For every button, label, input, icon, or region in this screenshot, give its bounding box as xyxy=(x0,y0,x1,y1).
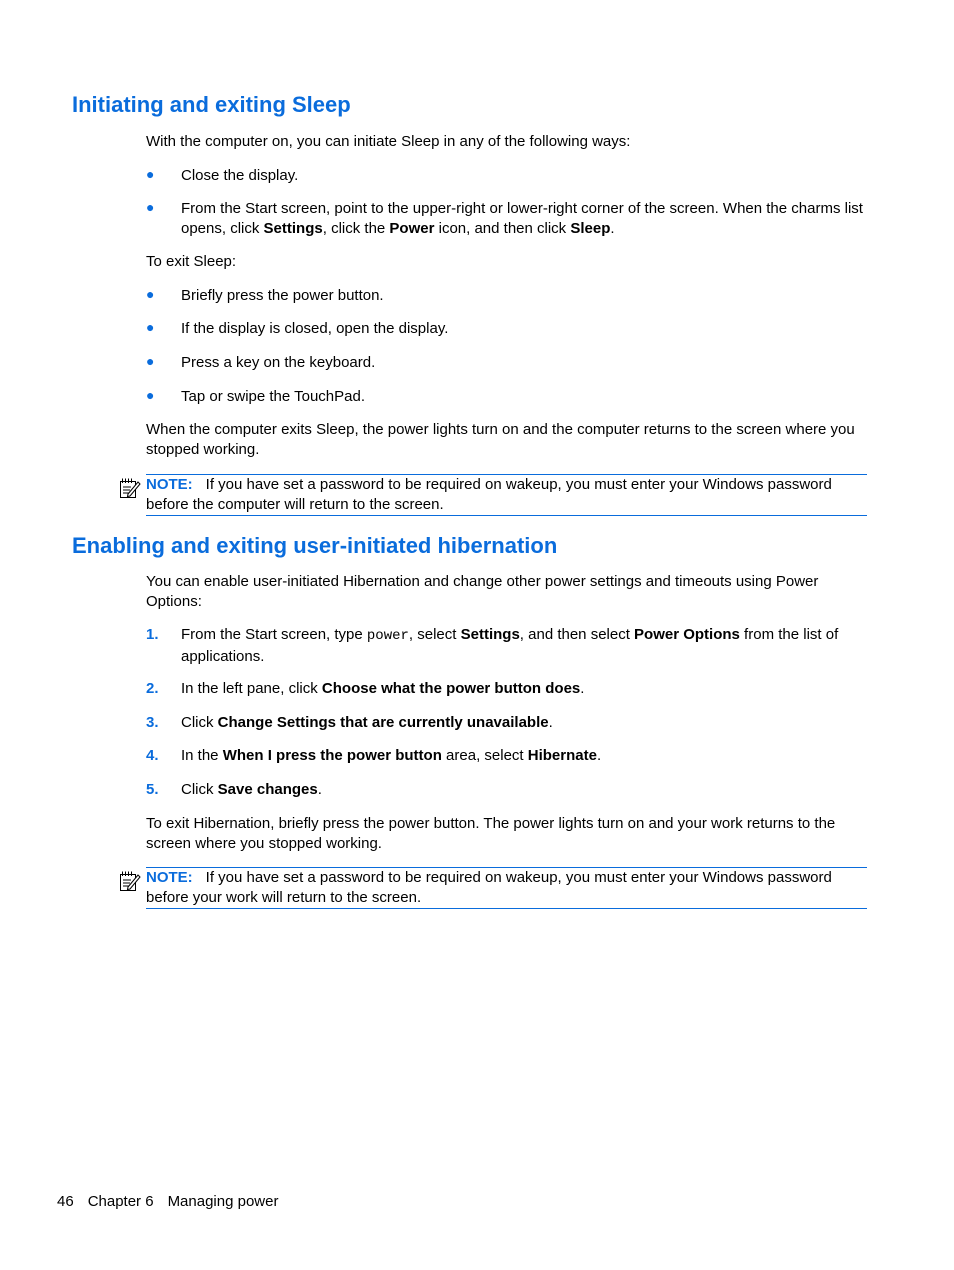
note-box xyxy=(146,867,867,909)
note-text: If you have set a password to be required on wakeup, you must enter your Windows password before your work will return to the screen. xyxy=(146,869,832,906)
list-item-text: Close the display. xyxy=(181,167,299,184)
chapter-title: Managing power xyxy=(167,1193,279,1210)
list-item xyxy=(146,199,871,239)
list-item-text: From the Start screen, point to the upper-right or lower-right corner of the screen. When the charms list opens, click Settings, click the Power icon, and then click Sleep. xyxy=(181,200,863,237)
note-label: NOTE: xyxy=(146,476,193,493)
bullet-icon: ● xyxy=(146,319,155,335)
step-number: 5. xyxy=(146,781,159,798)
page-number: 46 xyxy=(57,1193,74,1210)
hibernation-exit-description: To exit Hibernation, briefly press the power button. The power lights turn on and your work returns to the screen where you stopped working. xyxy=(146,815,836,852)
page-footer xyxy=(57,1192,292,1211)
chapter-label: Chapter 6 xyxy=(87,1193,154,1210)
bullet-icon: ● xyxy=(146,199,155,215)
bullet-icon: ● xyxy=(146,166,155,182)
list-item-text: In the When I press the power button area, select Hibernate. xyxy=(181,747,602,764)
note-box xyxy=(146,474,867,516)
step-number: 2. xyxy=(146,680,159,697)
list-item-text: Tap or swipe the TouchPad. xyxy=(181,388,366,405)
section-heading-hibernation: Enabling and exiting user-initiated hibernation xyxy=(72,533,558,558)
note-pad-icon xyxy=(119,477,141,499)
list-item-text: If the display is closed, open the display. xyxy=(181,320,449,337)
bullet-icon: ● xyxy=(146,286,155,302)
step-number: 4. xyxy=(146,747,159,764)
exit-sleep-intro: To exit Sleep: xyxy=(146,253,237,270)
note-text: If you have set a password to be required on wakeup, you must enter your Windows password before the computer will return to the screen. xyxy=(146,476,832,513)
step-number: 3. xyxy=(146,714,159,731)
sleep-exit-description: When the computer exits Sleep, the power lights turn on and the computer returns to the screen where you stopped working. xyxy=(146,421,855,458)
note-pad-icon xyxy=(119,870,141,892)
section-heading-sleep: Initiating and exiting Sleep xyxy=(72,92,351,117)
list-item-text: Click Save changes. xyxy=(181,781,322,798)
hibernation-intro: You can enable user-initiated Hibernation and change other power settings and timeouts using Power Options: xyxy=(146,573,819,610)
list-item-text: Briefly press the power button. xyxy=(181,287,384,304)
bullet-icon: ● xyxy=(146,353,155,369)
list-item-text: Press a key on the keyboard. xyxy=(181,354,376,371)
list-item xyxy=(146,625,871,665)
sleep-intro: With the computer on, you can initiate Sleep in any of the following ways: xyxy=(146,133,631,150)
note-label: NOTE: xyxy=(146,869,193,886)
list-item-text: From the Start screen, type power, select Settings, and then select Power Options from the list of applications. xyxy=(181,626,839,665)
step-number: 1. xyxy=(146,626,159,643)
list-item-text: In the left pane, click Choose what the power button does. xyxy=(181,680,585,697)
bullet-icon: ● xyxy=(146,387,155,403)
list-item-text: Click Change Settings that are currently unavailable. xyxy=(181,714,553,731)
